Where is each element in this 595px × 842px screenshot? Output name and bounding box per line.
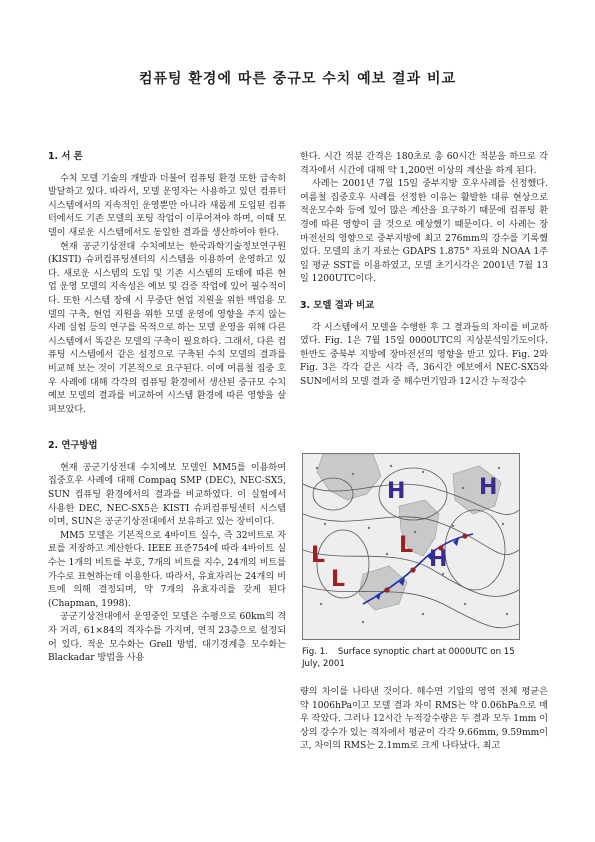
high-pressure-label-2: H [479, 475, 498, 500]
section-1-heading: 1. 서 론 [48, 151, 83, 162]
high-pressure-label-1: H [387, 479, 406, 504]
synoptic-chart-map [303, 454, 519, 639]
section-1-paragraph-1: 수치 모델 기술의 개발과 더불어 컴퓨팅 환경 또한 급속히 발달하고 있다. 따라서, 모델 운영자는 사용하고 있던 컴퓨터 시스템에서의 지속적인 운영뿐만 아니라 새롭게 도입된 컴퓨터에서도 기존 모델의 포팅 작업이 이루어져야 하며, 이때 모델이 새로운 시스템에서도 동일한 결과를 생산하여야 한다. [48, 173, 286, 238]
figure-caption-text: Surface synoptic chart at 0000UTC on 15 July, 2001 [302, 647, 515, 669]
right-paragraph-case: 사례는 2001년 7월 15일 중부지방 호우사례를 선정했다. 여름철 집중호우 사례를 선정한 이유는 활발한 대류 현상으로 적운모수화 등에 있어 많은 계산을 요구하기 때문에 컴퓨팅 환경에 따른 영향이 클 것으로 예상했기 때문이다. 이 사례는 장마전선의 영향으로 중부지방에 최고 276mm의 강수를 기록했었다. 모델의 초기 자료는 GDAPS 1.875° 자료와 NOAA 1주일 평균 SST를 이용하였고, 모델 초기시각은 2001년 7월 13일 1200UTC이다. [300, 179, 548, 285]
low-pressure-label-1: L [311, 543, 326, 568]
figure-caption [302, 646, 532, 670]
section-3-paragraph: 각 시스템에서 모델을 수행한 후 그 결과들의 차이를 비교하였다. Fig. 1은 7월 15일 0000UTC의 지상분석일기도이다. 한반도 중북부 지방에 장마전선의 영향을 받고 있다. Fig. 2와 Fig. 3은 각각 같은 시각 즉, 36시간 예보에서 NEC-SX5와 SUN에서의 모델 결과 중 해수면기압과 12시간 누적강수 [300, 322, 548, 387]
section-2-heading: 2. 연구방법 [48, 440, 98, 452]
section-1-paragraph-2: 현재 공군기상전대 수치예보는 한국과학기술정보연구원(KISTI) 슈퍼컴퓨팅센터의 시스템을 이용하여 운영하고 있다. 새로운 시스템의 도입 및 기존 시스템의 도태에 따른 현업 운영 모델의 지속성은 예보 및 검증 작업에 있어 필수적이다. 또한 시스템 장애 시 무중단 현업 지원을 위한 백업용 모델의 구축, 현업 지원을 위한 모델 운영에 영향을 주지 않는 사례 실험 등의 연구를 목적으로 하는 모델 운영을 위해 다른 시스템에서 똑같은 모델의 구축이 필요하다. 그래서, 다른 컴퓨팅 시스템에서 같은 설정으로 구축된 수치 모델의 결과를 비교해 보는 것이 기본적으로 요구된다. 이에 여름철 집중 호우 사례에 대해 각각의 컴퓨팅 환경에서 생산된 중규모 수치 예보 모델의 결과를 비교하여 시스템 환경에 따른 영향을 살펴보았다. [48, 241, 286, 415]
section-2-paragraph-3: 공군기상전대에서 운영중인 모델은 수평으로 60km의 격자 거리, 61×84의 격자수를 가지며, 연직 23층으로 설정되어 있다. 적운 모수화는 Grell 방법, 대기경계층 모수화는 Blackadar 방법을 사용 [48, 612, 286, 664]
synoptic-chart-figure [302, 453, 520, 640]
high-pressure-label-3: H [429, 547, 448, 572]
paper-title: 컴퓨팅 환경에 따른 중규모 수치 예보 결과 비교 [138, 71, 457, 87]
low-pressure-label-3: L [399, 533, 414, 558]
section-3-heading: 3. 모델 결과 비교 [300, 299, 375, 311]
left-column [48, 150, 286, 666]
right-paragraph-continued: 한다. 시간 적분 간격은 180초로 총 60시간 적분을 하므로 각 격자에서 시간에 대해 약 1,200번 이상의 계산을 하게 된다. [300, 152, 548, 176]
right-column [300, 151, 548, 390]
figure-label: Fig. 1. [302, 647, 328, 657]
section-2-paragraph-2: MM5 모델은 기본적으로 4바이트 실수, 즉 32비트로 자료를 저장하고 계산한다. IEEE 표준754에 따라 4바이트 실수는 1개의 비트를 부호, 7개의 비트를 지수, 24개의 비트를 가수로 표현하는데 이용한다. 따라서, 유효자리는 24개의 비트에 의해 결정되며, 약 7개의 유효자리를 갖게 된다(Chapman, 1998). [48, 530, 286, 609]
low-pressure-label-2: L [331, 567, 346, 592]
section-2-paragraph-1: 현재 공군기상전대 수치예보 모델인 MM5를 이용하여 집중호우 사례에 대해 Compaq SMP (DEC), NEC-SX5, SUN 컴퓨팅 환경에서의 결과를 비교하였다. 이 실험에서 사용한 DEC, NEC-SX5은 KISTI 슈퍼컴퓨팅센터 시스템이며, SUN은 공군기상전대에서 보유하고 있는 장비이다. [48, 462, 286, 528]
after-figure-paragraph: 량의 차이를 나타낸 것이다. 해수면 기압의 영역 전체 평균은 약 1006hPa이고 모델 결과 차이 RMS는 약 0.06hPa으로 매우 작았다. 그러나 12시간 누적강수량은 두 결과 모두 1mm 이상의 강수가 있는 격자에서 평균이 각각 9.66mm, 9.59mm이고, 차이의 RMS는 2.1mm로 크게 나타났다. 최고 [300, 687, 548, 752]
